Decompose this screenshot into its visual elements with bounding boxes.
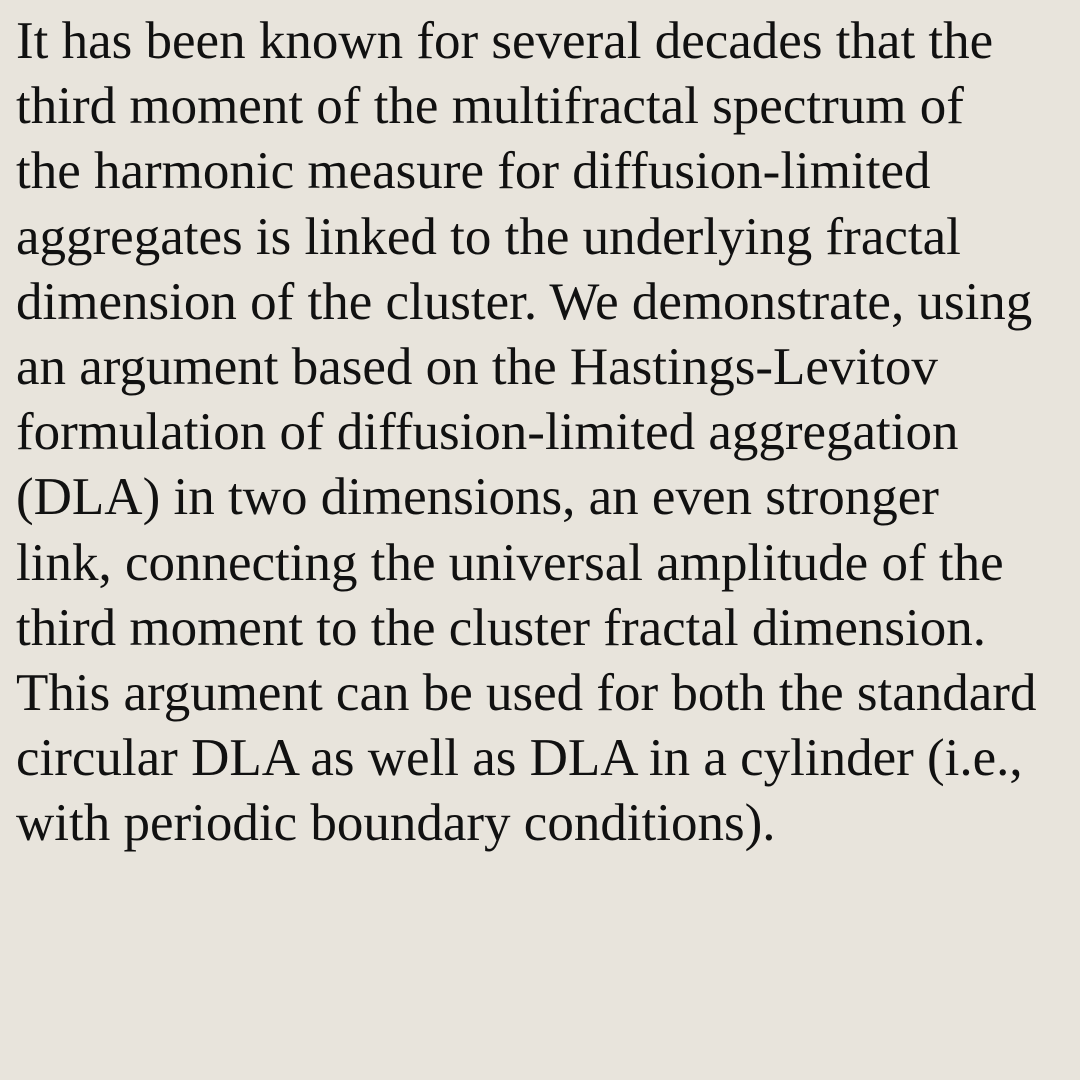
abstract-line: the harmonic measure for diffusion-limited <box>16 142 931 201</box>
abstract-line: third moment to the cluster fractal dimension. <box>16 598 986 657</box>
abstract-line: link, connecting the universal amplitude of the <box>16 533 1004 592</box>
abstract-line: dimension of the cluster. We demonstrate, using <box>16 272 1033 331</box>
abstract-line: circular DLA as well as DLA in a cylinder (i.e., <box>16 729 1023 788</box>
abstract-line: with periodic boundary conditions). <box>16 794 776 853</box>
abstract-line: third moment of the multifractal spectrum of <box>16 77 964 136</box>
abstract-line: formulation of diffusion-limited aggregation <box>16 403 959 462</box>
abstract-line: aggregates is linked to the underlying fractal <box>16 207 961 266</box>
abstract-paragraph <box>16 9 1078 857</box>
abstract-line: It has been known for several decades that the <box>16 12 994 70</box>
abstract-line: (DLA) in two dimensions, an even stronger <box>16 468 939 527</box>
abstract-line: an argument based on the Hastings-Levitov <box>16 338 938 397</box>
abstract-line: This argument can be used for both the standard <box>16 664 1037 723</box>
